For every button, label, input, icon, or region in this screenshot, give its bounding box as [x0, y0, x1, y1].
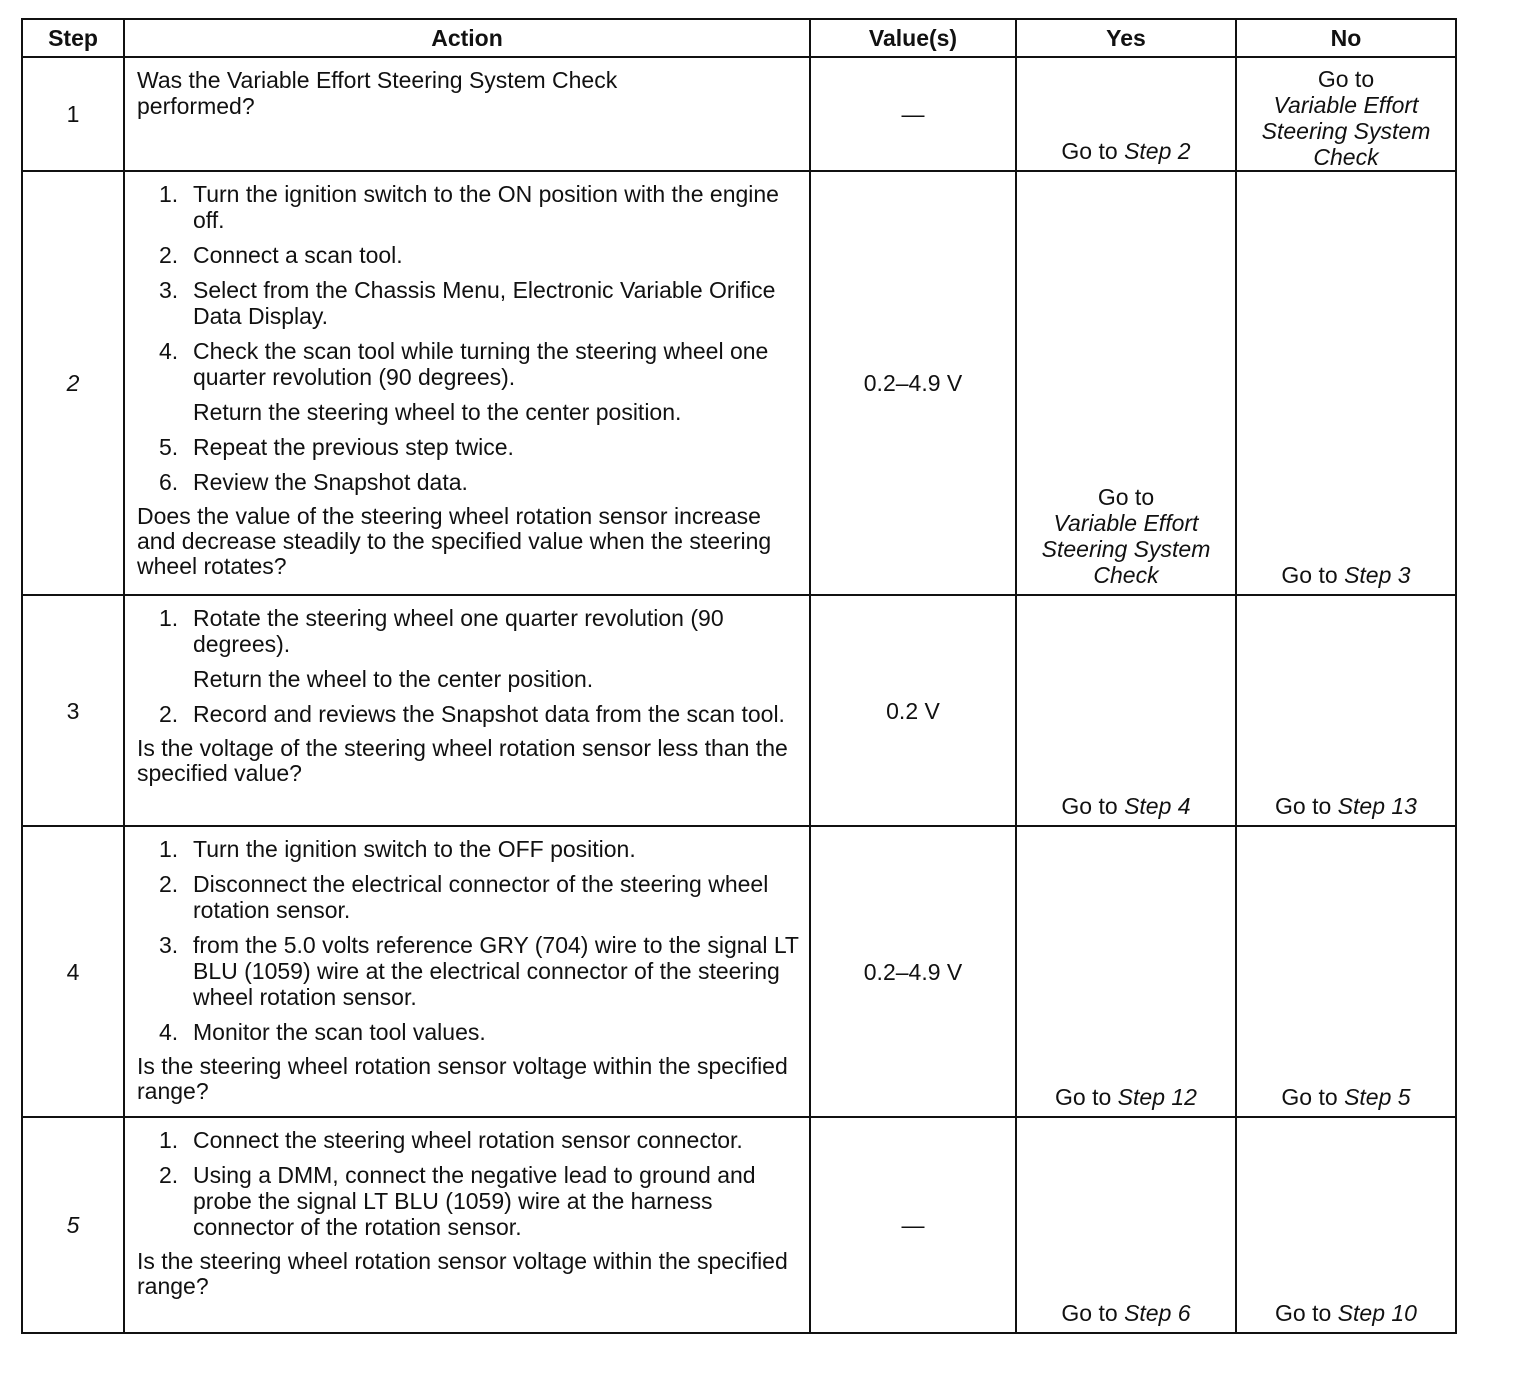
action-step: 2. Using a DMM, connect the negative lead to ground and probe the signal LT BLU (1059) wire at the harness connector of the rotation sensor. [159, 1162, 756, 1240]
header-values: Value(s) [810, 19, 1016, 57]
yes-cell [1016, 1117, 1236, 1333]
action-step: 2. Connect a scan tool. [159, 242, 403, 268]
value-cell: 0.2–4.9 V [810, 826, 1016, 1117]
action-steps [137, 605, 799, 727]
action-step: 1. Turn the ignition switch to the OFF position. [159, 836, 636, 862]
yes-prefix: Go to [1061, 1300, 1118, 1326]
yes-target: Step 2 [1124, 138, 1191, 164]
action-step: 4. Monitor the scan tool values. [159, 1019, 486, 1045]
no-prefix: Go to [1275, 1300, 1332, 1326]
header-yes: Yes [1016, 19, 1236, 57]
table-row [22, 595, 1456, 826]
action-cell [124, 595, 810, 826]
action-step: 4. Check the scan tool while turning the steering wheel one quarter revolution (90 degrees). [159, 338, 769, 390]
step-number: 1 [22, 57, 124, 171]
action-step: 1. Connect the steering wheel rotation sensor connector. [159, 1127, 743, 1153]
step-number: 4 [22, 826, 124, 1117]
diagnostic-table [21, 18, 1457, 1334]
yes-prefix: Go to [1061, 138, 1118, 164]
no-target: Variable Effort Steering System Check [1261, 92, 1431, 170]
no-cell [1236, 595, 1456, 826]
no-cell [1236, 57, 1456, 171]
yes-target: Step 6 [1124, 1300, 1191, 1326]
value-cell: 0.2–4.9 V [810, 171, 1016, 595]
action-cell [124, 171, 810, 595]
step-number: 5 [22, 1117, 124, 1333]
action-step: 1. Rotate the steering wheel one quarter revolution (90 degrees). [159, 605, 724, 657]
table-row [22, 826, 1456, 1117]
no-cell [1236, 171, 1456, 595]
yes-prefix: Go to [1061, 793, 1118, 819]
value-cell: — [810, 1117, 1016, 1333]
no-target: Step 13 [1337, 793, 1417, 819]
header-row [22, 19, 1456, 57]
value-cell: 0.2 V [810, 595, 1016, 826]
header-action: Action [124, 19, 810, 57]
yes-target: Step 12 [1117, 1084, 1197, 1110]
action-steps [137, 1127, 799, 1240]
action-step: 3. from the 5.0 volts reference GRY (704) wire to the signal LT BLU (1059) wire at the electrical connector of the steering wheel rotation sensor. [159, 932, 799, 1010]
no-prefix: Go to [1281, 562, 1338, 588]
action-steps [137, 181, 799, 495]
action-cell [124, 1117, 810, 1333]
yes-cell [1016, 595, 1236, 826]
action-step: 6. Review the Snapshot data. [159, 469, 468, 495]
action-cell [124, 57, 810, 171]
action-step: 2. Record and reviews the Snapshot data from the scan tool. [159, 701, 785, 727]
table-row [22, 171, 1456, 595]
action-question: Is the steering wheel rotation sensor voltage within the specified range? [137, 1053, 788, 1104]
no-cell [1236, 1117, 1456, 1333]
yes-prefix: Go to [1055, 1084, 1112, 1110]
action-question: Is the steering wheel rotation sensor voltage within the specified range? [137, 1248, 788, 1299]
no-prefix: Go to [1281, 1084, 1338, 1110]
no-cell [1236, 826, 1456, 1117]
action-cell [124, 826, 810, 1117]
yes-cell [1016, 57, 1236, 171]
no-target: Step 5 [1344, 1084, 1411, 1110]
yes-cell [1016, 171, 1236, 595]
no-target: Step 10 [1337, 1300, 1417, 1326]
action-step: Return the steering wheel to the center position. [193, 399, 682, 425]
no-target: Step 3 [1344, 562, 1411, 588]
action-question: Is the voltage of the steering wheel rotation sensor less than the specified value? [137, 735, 788, 786]
yes-target: Variable Effort Steering System Check [1041, 510, 1211, 588]
action-question: Does the value of the steering wheel rotation sensor increase and decrease steadily to the specified value when the steering wheel rotates? [137, 503, 772, 579]
action-step: Return the wheel to the center position. [193, 666, 594, 692]
yes-cell [1016, 826, 1236, 1117]
action-step: 3. Select from the Chassis Menu, Electronic Variable Orifice Data Display. [159, 277, 776, 329]
step-number: 3 [22, 595, 124, 826]
yes-target: Step 4 [1124, 793, 1191, 819]
header-step: Step [22, 19, 124, 57]
header-no: No [1236, 19, 1456, 57]
no-prefix: Go to [1317, 66, 1375, 92]
value-cell: — [810, 57, 1016, 171]
no-prefix: Go to [1275, 793, 1332, 819]
action-step: 1. Turn the ignition switch to the ON position with the engine off. [159, 181, 779, 233]
action-step: 2. Disconnect the electrical connector of the steering wheel rotation sensor. [159, 871, 769, 923]
action-steps [137, 836, 799, 1045]
step-number: 2 [22, 171, 124, 595]
table-row [22, 1117, 1456, 1333]
table-row [22, 57, 1456, 171]
yes-prefix: Go to [1097, 484, 1155, 510]
action-text: Was the Variable Effort Steering System Check performed? [137, 67, 618, 119]
action-step: 5. Repeat the previous step twice. [159, 434, 514, 460]
